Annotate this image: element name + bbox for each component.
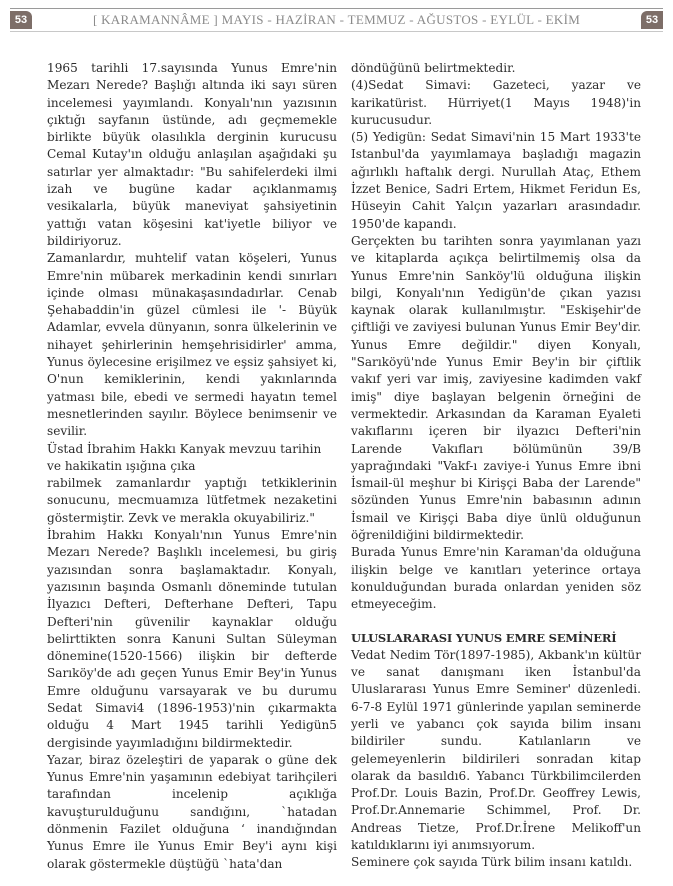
paragraph: Vedat Nedim Tör(1897-1985), Akbank'ın kültür ve sanat danışmanı iken İstanbul'da Uluslararası Yunus Emre Seminer' düzenledi. 6-7-8 Eylül 1971 günlerinde yapılan seminerde yerli ve yabancı çok sayıda bilim insanı bildiriler sundu. Katılanların ve gelemeyenlerin bildirileri sonradan kitap olarak da basıldı6. Yabancı Türkbilimcilerden Prof.Dr. Louis Bazin, Prof.Dr. Geoffrey Lewis, Prof.Dr.Annemarie Schimmel, Prof. Dr. Andreas Tietze, Prof.Dr.İrene Melikoff'un katıldıklarını iyi anımsıyorum. bbox=[351, 647, 641, 853]
footnote-5: (5) Yedigün: Sedat Simavi'nin 15 Mart 1933'te Istanbul'da yayımlamaya başladığı magazin ağırlıklı haftalık dergi. Nurullah Ataç, Ethem İzzet Benice, Sadri Ertem, Hikmet Feridun Es, Hüseyin Cahit Yalçın yazarları arasındadır. 1950'de kapandı. bbox=[351, 130, 641, 231]
running-title: [ KARAMANNÂME ] MAYIS - HAZİRAN - TEMMUZ - AĞUSTOS - EYLÜL - EKİM bbox=[92, 12, 581, 27]
section-heading: ULUSLARARASI YUNUS EMRE SEMİNERİ bbox=[351, 630, 617, 645]
paragraph: Zamanlardır, muhtelif vatan köşeleri, Yunus Emre'nin mübarek merkadinin kendi sınırları içinde olması münakaşasındadırlar. Cenab Şehabaddin'in güzel cümlesi ile '- Büyük Adamlar, evvela dünyanın, sonra ülkelerinin ve nihayet şehirlerinin hemşehrisidirler' amma, Yunus öylecesine erişilmez ve eşsiz şahsiyet ki, O'nun kemiklerinin, kendi yakınlarında yatması bile, ebedi ve sermedi hayatın temel mesnetlerinden sayılır. Böylece benimsenir ve sevilir. bbox=[47, 251, 337, 439]
page-number-left: 53 bbox=[10, 11, 32, 29]
paragraph: Burada Yunus Emre'nin Karaman'da olduğuna ilişkin belge ve kanıtları yeterince ortaya konulduğundan burada onlardan yeniden söz etmeyeceğim. bbox=[351, 545, 641, 612]
paragraph: Üstad İbrahim Hakkı Kanyak mevzuu tarihin ve hakikatin ışığına çıka bbox=[47, 441, 322, 473]
page-number-right: 53 bbox=[641, 11, 663, 29]
paragraph: 1965 tarihli 17.sayısında Yunus Emre'nin Mezarı Nerede? Başlığı altında iki sayı süren incelemesi yayımlandı. Konyalı'nın yazısının çıktığı sayfanın üstünde, adı geçmemekle birlikte büyük olasılıkla derginin kurucusu Cemal Kutay'ın olduğu anlaşılan aşağıdaki şu satırlar yer almaktadır: "Bu sahifelerdeki ilmi izah ve bugüne kadar açıklanmamış vesikalarla, büyük maneviyat şahsiyetinin yattığı vatan köşesini kat'iyetle biliyor ve bildiriyoruz. bbox=[47, 61, 337, 248]
paragraph: Gerçekten bu tarihten sonra yayımlanan yazı ve kitaplarda açıkça belirtilmemiş olsa da Yunus Emre'nin Sanköy'lü olduğuna ilişkin bilgi, Konyalı'nın Yedigün'de çıkan yazısı kaynak olarak kullanılmıştır. "Eskişehir'de çiftliği ve zaviyesi bulunan Yunus Emir Bey'dir. Yunus Emre değildir." diyen Konyalı, "Sarıköyü'nde Yunus Emir Bey'in bir çiftlik vakıf yeri var imiş, zaviyesine kadimden vakf imiş" diye başlayan belgenin örneğini de vermektedir. Arkasından da Karaman Eyaleti vakıflarını içeren bir ilyazıcı Defteri'nin Larende Vakıfları bölümünün 39/B yaprağındaki "Vakf-ı zaviye-i Yunus Emre ibni İsmail-ül meşhur bi Kirişçi Baba der Larende" sözünden Yunus Emre'nin babasının adının İsmail ve Kirişçi Baba diye ünlü olduğunun öğrenildiğini bildirmektedir. bbox=[351, 233, 641, 543]
right-column bbox=[351, 60, 641, 872]
paragraph: rabilmek zamanlardır yaptığı tetkiklerinin sonucunu, mecmuamıza lütfetmek nezaketini göstermiştir. Zevk ve merakla okuyabiliriz." bbox=[47, 476, 337, 525]
paragraph: döndüğünü belirtmektedir. bbox=[351, 61, 516, 75]
left-column bbox=[47, 60, 337, 873]
paragraph: Yazar, biraz özeleştiri de yaparak o güne dek Yunus Emre'nin yaşamının edebiyat tarihçileri tarafından incelenip açıklığa kavuşturulduğunu sandığını, `hatadan dönmenin Fazilet olduğuna ‘ inandığından Yunus Emre ile Yunus Emir Bey'i aynı kişi olarak göstermekle düştüğü `hata'dan bbox=[47, 752, 337, 871]
paragraph: Seminere çok sayıda Türk bilim insanı katıldı. bbox=[351, 855, 633, 870]
paragraph: İbrahim Hakkı Konyalı'nın Yunus Emre'nin Mezarı Nerede? Başlıklı incelemesi, bu giriş yazısından sonra başlamaktadır. Konyalı, yazısının başında Osmanlı döneminde tutulan İlyazıcı Defteri, Defterhane Defteri, Tapu Defteri'nin güvenilir kaynaklar olduğu belirttikten sonra Kanuni Sultan Süleyman dönemine(1520-1566) ilişkin bir defterde Sarıköy'de adı geçen Yunus Emir Bey'in Yunus Emre olduğunu varsayarak ve bu durumu Sedat Simavi4 (1896-1953)'nin çıkarmakta olduğu 4 Mart 1945 tarihli Yedigün5 dergisinde yayımladığını bildirmektedir. bbox=[47, 528, 337, 750]
footnote-4: (4)Sedat Simavi: Gazeteci, yazar ve karikatürist. Hürriyet(1 Mayıs 1948)'in kurucusudur. bbox=[351, 78, 641, 127]
page-header bbox=[10, 8, 663, 32]
